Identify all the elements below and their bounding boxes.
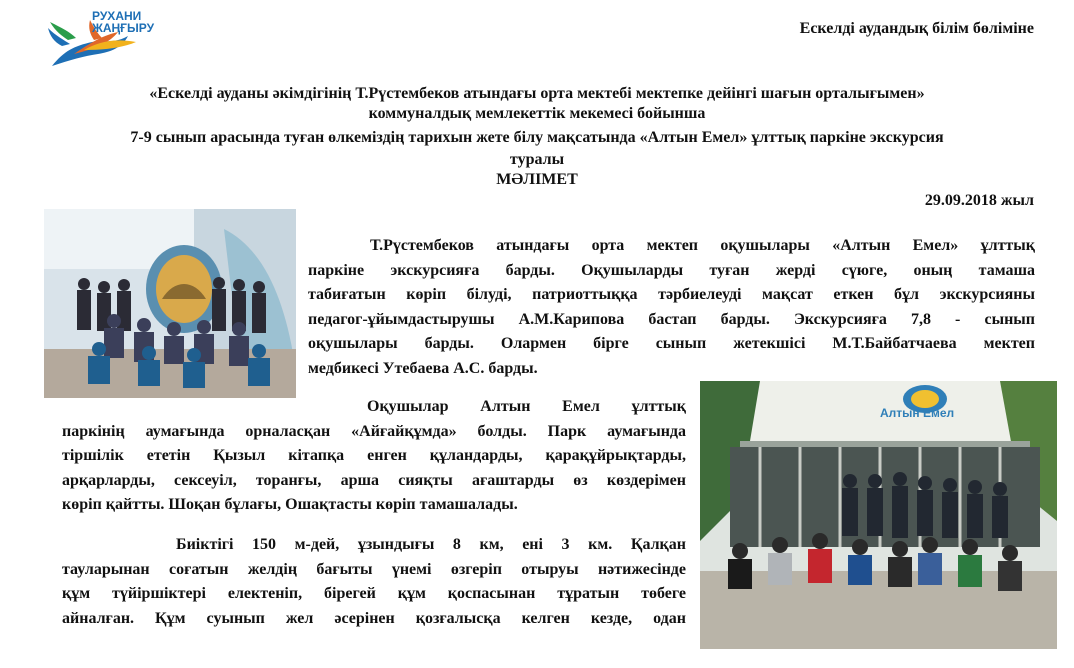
document-date: 29.09.2018 жыл <box>924 192 1034 209</box>
paragraph-3 <box>62 533 686 631</box>
logo-text <box>92 10 154 34</box>
paragraph-line: көріп қайтты. Шоқан бұлағы, Ошақтасты көріп тамашалады. <box>62 496 518 513</box>
logo-line-1: РУХАНИ <box>92 9 142 23</box>
paragraph-line: құм түйіршіктері електеніп, бірегей құм қоспасынан тұратын төбеге <box>62 585 686 602</box>
paragraph-1 <box>308 234 1035 381</box>
header-line-3: 7-9 сынып арасында туған өлкеміздің тарихын жете білу мақсатында «Алтын Емел» ұлттық паркіне экскурсия <box>130 129 944 146</box>
logo-line-2: ЖАҢҒЫРУ <box>92 21 155 35</box>
paragraph-line: тіршілік ететін Қызыл кітапқа енген құландарды, қарақұйрықтарды, <box>62 447 686 464</box>
recipient-line: Ескелді аудандық білім бөліміне <box>799 20 1034 37</box>
photo-group-indoor <box>44 209 296 398</box>
paragraph-line: Оқушылар Алтын Емел ұлттық <box>367 398 686 415</box>
paragraph-line: оқушылары барды. Олармен бірге сынып жетекшісі М.Т.Байбатчаева мектеп <box>308 335 1035 352</box>
paragraph-line: медбикесі Утебаева А.С. барды. <box>308 359 538 377</box>
photo-group-outdoor <box>700 381 1057 649</box>
paragraph-2 <box>62 395 686 518</box>
paragraph-line: айналған. Құм суынып жел әсерінен қозғалысқа келген кезде, одан <box>62 609 686 627</box>
document-title: МӘЛІМЕТ <box>496 171 578 188</box>
paragraph-line: Биіктігі 150 м-дей, ұзындығы 8 км, ені 3 км. Қалқан <box>176 536 686 553</box>
paragraph-line: педагог-ұйымдастырушы А.М.Карипова бастап барды. Экскурсияға 7,8 - сынып <box>308 310 1035 328</box>
park-sign-text: Алтын Емел <box>880 406 955 420</box>
paragraph-line: арқарларды, сексеуіл, торанғы, арша сияқты ағаштарды өз көздерімен <box>62 471 686 489</box>
paragraph-line: паркінің аумағында орналасқан «Айғайқұмда» болды. Парк аумағында <box>62 422 686 440</box>
paragraph-line: Т.Рүстембеков атындағы орта мектеп оқушылары «Алтын Емел» ұлттық <box>370 237 1035 254</box>
paragraph-line: тауларынан соғатын желдің бағыты үнемі өзгеріп отыруы нәтижесінде <box>62 560 686 578</box>
paragraph-line: табиғатын көріп білуді, патриоттыққа тәрбиелеуді мақсат еткен бұл экскурсияны <box>308 286 1035 303</box>
paragraph-line: паркіне экскурсияға барды. Оқушыларды туған жерді сүюге, оның тамаша <box>308 261 1035 279</box>
header-line-1: «Ескелді ауданы әкімдігінің Т.Рүстембеков атындағы орта мектебі мектепке дейінгі шағын орталығымен» <box>149 85 925 102</box>
header-line-2: коммуналдық мемлекеттік мекемесі бойынша <box>368 105 706 122</box>
header-line-4: туралы <box>509 151 565 168</box>
